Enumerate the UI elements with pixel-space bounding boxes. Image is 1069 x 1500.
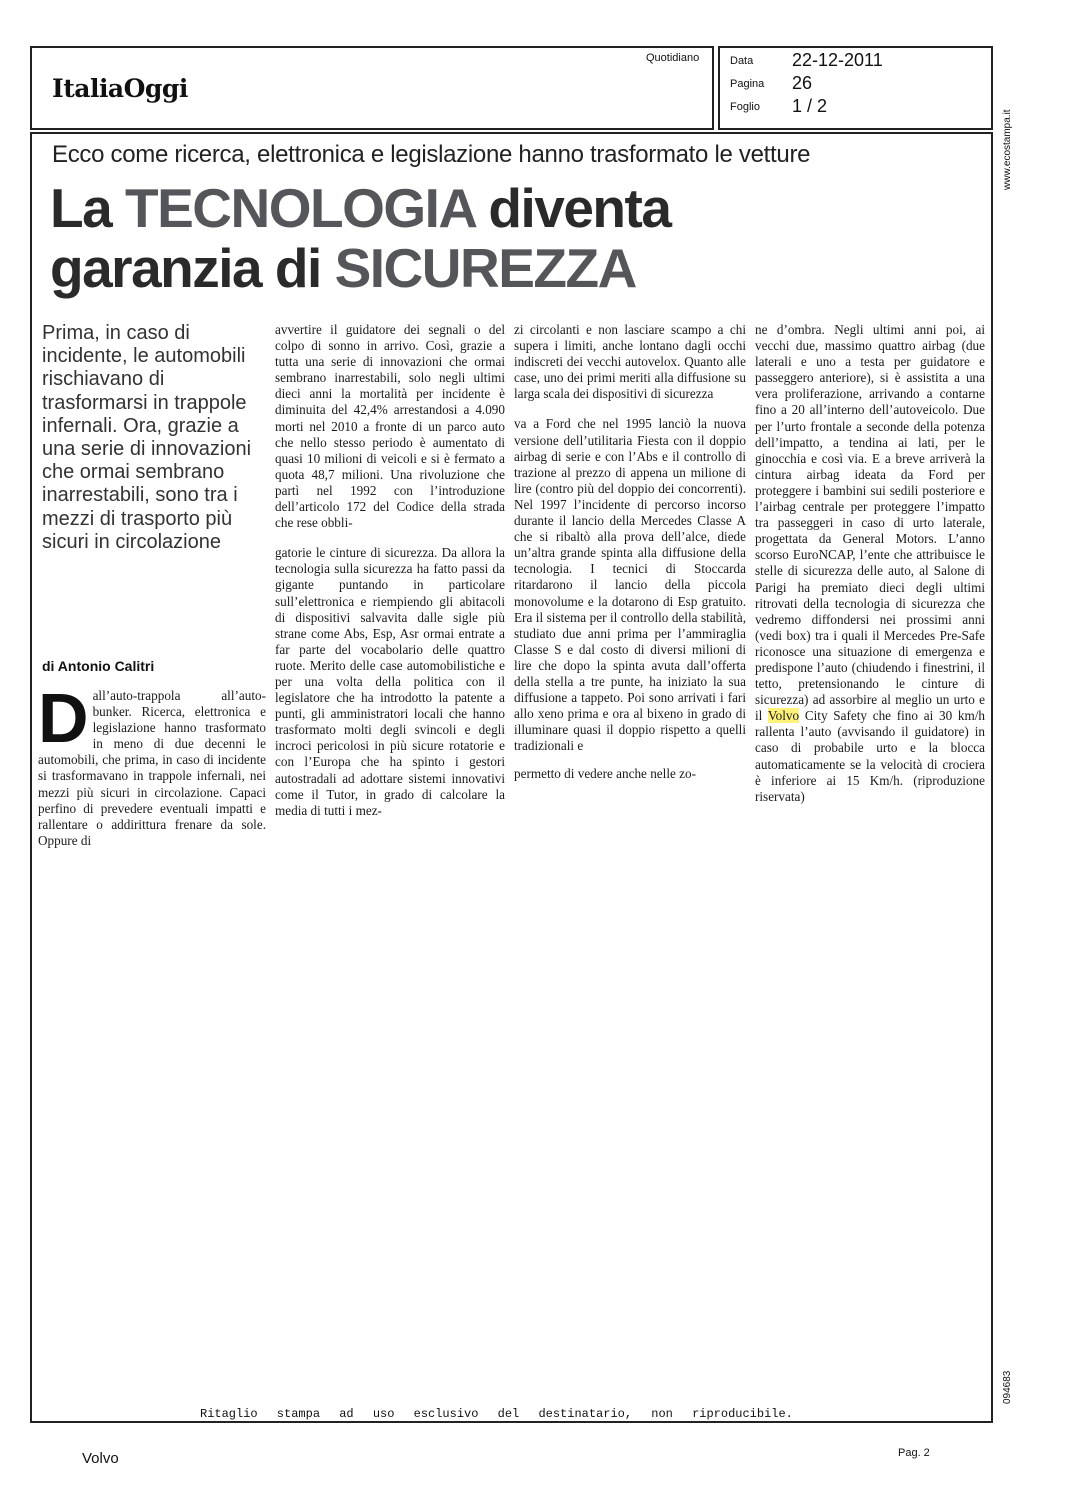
- column-2: [275, 322, 505, 819]
- footer-page-number: Pag. 2: [898, 1447, 930, 1459]
- column-3-paragraph-3: permetto di vedere anche nelle zo-: [514, 766, 696, 782]
- column-4-text: ne d’ombra. Negli ultimi anni poi, ai vecchi due, massimo quattro airbag (due laterali e uno a testa per guidatore e passeggero anteriore), si è assistita a una vera proliferazione, arrivando a contarne fino a 20 all’interno dell’autoveicolo. Due per l’urto frontale a seconde della potenza dell’impatto, a tendina ai lati, per le ginocchia e così via. E a breve arriverà la cintura airbag ideata da Ford per proteggere i bambini sui sedili posteriore e l’airbag centrale per proteggere l’impatto tra passeggeri in caso di urto laterale, progettata da General Motors. L’anno scorso EuroNCAP, l’ente che attribuisce le stelle di sicurezza delle auto, al Salone di Parigi ha premiato dieci degli ultimi ritrovati della tecnologia di sicurezza che vedremo diffondersi nei prossimi anni (vedi box) tra i quali il Mercedes Pre-Safe riconosce una situazione di emergenza e predispone l’auto (chiudendo i finestrini, il tetto, pretensionando le cinture di sicurezza) ad assorbire al meglio un urto e il Volvo City Safety che fino ai 30 km/h rallenta l’auto (avvisando il guidatore) in caso di probabile urto e la blocca automaticamente se la velocità di crociera è inferiore ai 15 Km/h. (riproduzione riservata): [755, 322, 986, 804]
- newspaper-logo: ItaliaOggi: [52, 74, 188, 103]
- column-3-paragraph-1: zi circolanti e non lasciare scampo a chi supera i limiti, anche lontano dagli occhi indiscreti dei vecchi autovelox. Quanto alle case, uno dei primi meriti alla diffusione su larga scala dei dispositivi di sicurezza: [514, 322, 746, 402]
- column-3: [514, 322, 746, 783]
- side-url: www.ecostampa.it: [1002, 109, 1013, 190]
- side-code: 094683: [1002, 1370, 1013, 1404]
- column-1: [38, 679, 266, 849]
- byline: di Antonio Calitri: [42, 658, 155, 674]
- article-headline: [50, 178, 990, 298]
- date-value: 22-12-2011: [792, 50, 883, 70]
- column-2-paragraph-1: avvertire il guidatore dei segnali o del colpo di sonno in arrivo. Così, grazie a tutta una serie di innovazioni che ormai sembrano inarrestabili, solo negli ultimi dieci anni la mortalità per incidente è diminuita del 42,4% arrestandosi a 4.090 morti nel 2010 a fronte di un parco auto che nello stesso periodo è aumentato di quasi 10 milioni di veicoli e si è fermato a quota 48,7 milioni. Una rivoluzione che partì nel 1992 con l’introduzione dell’articolo 172 del Codice della strada che rese obbli-: [275, 322, 505, 531]
- column-4: [755, 322, 985, 805]
- drop-cap: D: [38, 679, 89, 757]
- highlighted-keyword: Volvo: [767, 708, 800, 724]
- date-label: Data: [730, 55, 754, 67]
- column-1-text: all’auto-trappola all’auto-bunker. Ricerca, elettronica e legislazione hanno trasformato in meno di due decenni le automobili, che prima, in caso di incidente si trasformavano in trappole infernali, nei mezzi più sicuri in circolazione. Capaci perfino di prevedere eventuali impatti e rallentare o addirittura frenare da sole. Oppure di: [38, 688, 266, 848]
- publication-type: Quotidiano: [646, 52, 700, 64]
- headline-line-2: garanzia di SICUREZZA: [50, 237, 636, 299]
- column-2-paragraph-2: gatorie le cinture di sicurezza. Da allora la tecnologia sulla sicurezza ha fatto passi da gigante puntando in particolare sull’elettronica e riempiendo gli abitacoli di dispositivi salvavita dalle sigle più strane come Abs, Esp, Asr ormai entrate a far parte del vocabolario delle quattro ruote. Merito delle case automobilistiche e per una volta della politica con il legislatore che ha introdotto la patente a punti, gli amministratori locali che hanno trasformato molti degli svincoli e degli incroci pericolosi in più sicure rotatorie e con l’Europa che ha spinto i gestori autostradali ad adottare sistemi innovativi come il Tutor, in grado di calcolare la media di tutti i mez-: [275, 545, 505, 818]
- footer-keyword: Volvo: [82, 1450, 119, 1467]
- column-3-paragraph-2: va a Ford che nel 1995 lanciò la nuova versione dell’utilitaria Fiesta con il doppio airbag di serie e con l’Abs e il controllo di trazione al prezzo di appena un milione di lire (contro più del doppio dei concorrenti). Nel 1997 l’incidente di percorso incorso durante il lancio della Mercedes Classe A che si ribaltò alla prova dell’alce, diede un’altra grande spinta alla diffusione della tecnologia. I tecnici di Stoccarda ritardarono il lancio della piccola monovolume e la dotarono di Esp gratuito. Era il sistema per il controllo della stabilità, studiato due anni prima per l’ammiraglia Classe S e dal costo di diversi milioni di lire che dopo la spinta avuta dall’offerta della stella a tre punte, ha iniziato la sua diffusione a tappeto. Poi sono arrivati i fari allo xeno prima e ora al bixeno in grado di illuminare quasi il doppio rispetto a quelli tradizionali e: [514, 416, 746, 754]
- headline-line-1: La TECNOLOGIA diventa: [50, 177, 671, 239]
- sheet-value: 1 / 2: [792, 96, 828, 116]
- footer-disclaimer: Ritaglio stampa ad uso esclusivo del destinatario, non riproducibile.: [200, 1407, 793, 1421]
- page-value: 26: [792, 73, 813, 93]
- article-kicker: Ecco come ricerca, elettronica e legislazione hanno trasformato le vetture: [52, 141, 811, 168]
- sheet-label: Foglio: [730, 101, 760, 113]
- page-label: Pagina: [730, 78, 765, 90]
- article-deck: Prima, in caso di incidente, le automobili rischiavano di trasformarsi in trappole infernali. Ora, grazie a una serie di innovazioni che ormai sembrano inarrestabili, sono tra i mezzi di trasporto più sicuri in circolazione: [42, 322, 252, 553]
